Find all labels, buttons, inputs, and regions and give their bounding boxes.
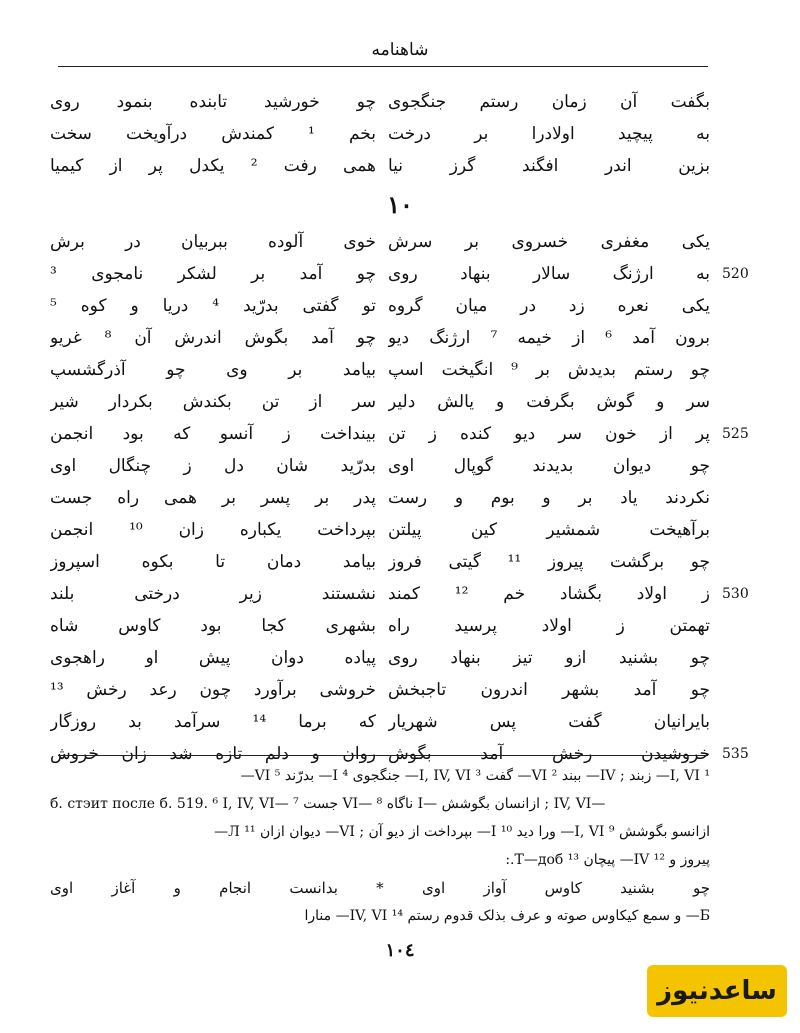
hemistich-right: به پیچید اولادرا بر درخت [388,124,710,144]
hemistich-left: بدرّید شان دل ز چنگال اوی [50,456,376,476]
hemistich-right: پر از خون سر دیو کنده ز تن [388,424,710,444]
page-number: ۱۰٤ [385,940,415,961]
hemistich-right: یکی مغفری خسروی بر سرش [388,232,710,252]
hemistich-right: تهمتن ز اولاد پرسید راه [388,616,710,636]
running-title: شاهنامه [371,40,429,60]
footnotes [50,762,710,930]
hemistich-right: چو بشنید ازو تیز بنهاد روی [388,648,710,668]
line-number: 530 [722,586,749,602]
section-number: ۱۰ [387,190,413,219]
footnote-line-last: Б— و سمع کیکاوس صوته و عرف بذلک قدوم رستم ¹⁴ IV, VI— منارا [304,908,710,924]
hemistich-right: به ارژنگ سالار بنهاد روی [388,264,710,284]
hemistich-left: چو آمد بگوش اندرش آن ⁸ غریو [50,328,376,348]
couplet [0,482,800,514]
hemistich-left: خوی آلوده ببربیان در برش [50,232,376,252]
hemistich-left: بپرداخت یکباره زان ¹⁰ انجمن [50,520,376,540]
hemistich-left: چو خورشید تابنده بنمود روی [50,92,376,112]
hemistich-right: چو برگشت پیروز ¹¹ گیتی فروز [388,552,710,572]
couplet [0,258,800,290]
couplet [0,706,800,738]
line-number: 525 [722,426,749,442]
couplet [0,386,800,418]
hemistich-right: برآهیخت شمشیر کین پیلتن [388,520,710,540]
couplet [0,150,800,182]
couplet [0,118,800,150]
hemistich-right: خروشیدن رخش آمد بگوش [388,744,710,764]
hemistich-left: نشستند زیر درختی بلند [50,584,376,604]
hemistich-right: بایرانیان گفت پس شهریار [388,712,710,732]
line-number: 520 [722,266,749,282]
footnote-rule [58,755,708,756]
couplet [0,450,800,482]
top-verse-block [0,86,800,182]
couplet [0,578,800,610]
hemistich-right: چو رستم بدیدش بر ⁹ انگیخت اسپ [388,360,710,380]
hemistich-left: که برما ¹⁴ سرآمد بد روزگار [50,712,376,732]
main-verse-block [0,226,800,770]
watermark-logo: ساعدنیوز [647,965,787,1017]
couplet [0,290,800,322]
hemistich-left: بیامد دمان تا بکوه اسپروز [50,552,376,572]
line-number: 535 [722,746,749,762]
hemistich-right: سر و گوش بگرفت و یالش دلیر [388,392,710,412]
hemistich-right: چو آمد بشهر اندرون تاجبخش [388,680,710,700]
couplet [0,322,800,354]
hemistich-left: بخم ¹ کمندش درآویخت سخت [50,124,376,144]
hemistich-left: بشهری کجا بود کاوس شاه [50,616,376,636]
footnote-line-2: б. стэит после б. 519. ⁶ I, IV, VI— جست ⁷ VI— ناگاه ⁸ I— ازانسان بگوشش ; IV, VI— [50,796,606,812]
footnote-verse: چو بشنید کاوس آواز اوی * بدانست انجام و آغاز اوی [50,879,710,897]
hemistich-left: بیامد بر وی چو آذرگشسپ [50,360,376,380]
footnote-line-3: ازانسو بگوشش ⁹ I, VI— ورا دید ¹⁰ I— بپرداخت از دیو آن ; VI— دیوان ازان ¹¹ Л— [214,824,710,840]
header-rule [58,66,708,67]
hemistich-right: بگفت آن زمان رستم جنگجوی [388,92,710,112]
hemistich-left: خروشی برآورد چون رعد رخش ¹³ [50,680,376,700]
hemistich-left: تو گفتی بدرّید ⁴ دریا و کوه ⁵ [50,296,376,316]
couplet [0,546,800,578]
footnote-line-4: پیروز و ¹² IV— پیچان ¹³ T—доб.: [505,852,710,868]
couplet [0,674,800,706]
couplet [0,642,800,674]
hemistich-right: بزین اندر افگند گرز نیا [388,156,710,176]
couplet [0,86,800,118]
couplet [0,514,800,546]
couplet [0,354,800,386]
hemistich-right: نکردند یاد بر و بوم و رست [388,488,710,508]
footnote-line-1: ¹ I, VI— زبند ; IV— ببند ² VI— گفت ³ I, IV, VI— جنگجوی ⁴ I— بدرّند ⁵ VI— [240,768,710,784]
hemistich-right: یکی نعره زد در میان گروه [388,296,710,316]
hemistich-left: همی رفت ² یکدل پر از کیمیا [50,156,376,176]
hemistich-left: چو آمد بر لشکر نامجوی ³ [50,264,376,284]
hemistich-left: سر از تن بکندش بکردار شیر [50,392,376,412]
hemistich-left: بینداخت ز آنسو که بود انجمن [50,424,376,444]
hemistich-right: ز اولاد بگشاد خم ¹² کمند [388,584,710,604]
hemistich-left: پیاده دوان پیش او راهجوی [50,648,376,668]
couplet [0,226,800,258]
hemistich-right: برون آمد ⁶ از خیمه ⁷ ارژنگ دیو [388,328,710,348]
hemistich-left: روان و دلم تازه شد زان خروش [50,744,376,764]
hemistich-left: پدر بر پسر بر همی راه جست [50,488,376,508]
couplet [0,610,800,642]
couplet [0,418,800,450]
hemistich-right: چو دیوان بدیدند گوپال اوی [388,456,710,476]
